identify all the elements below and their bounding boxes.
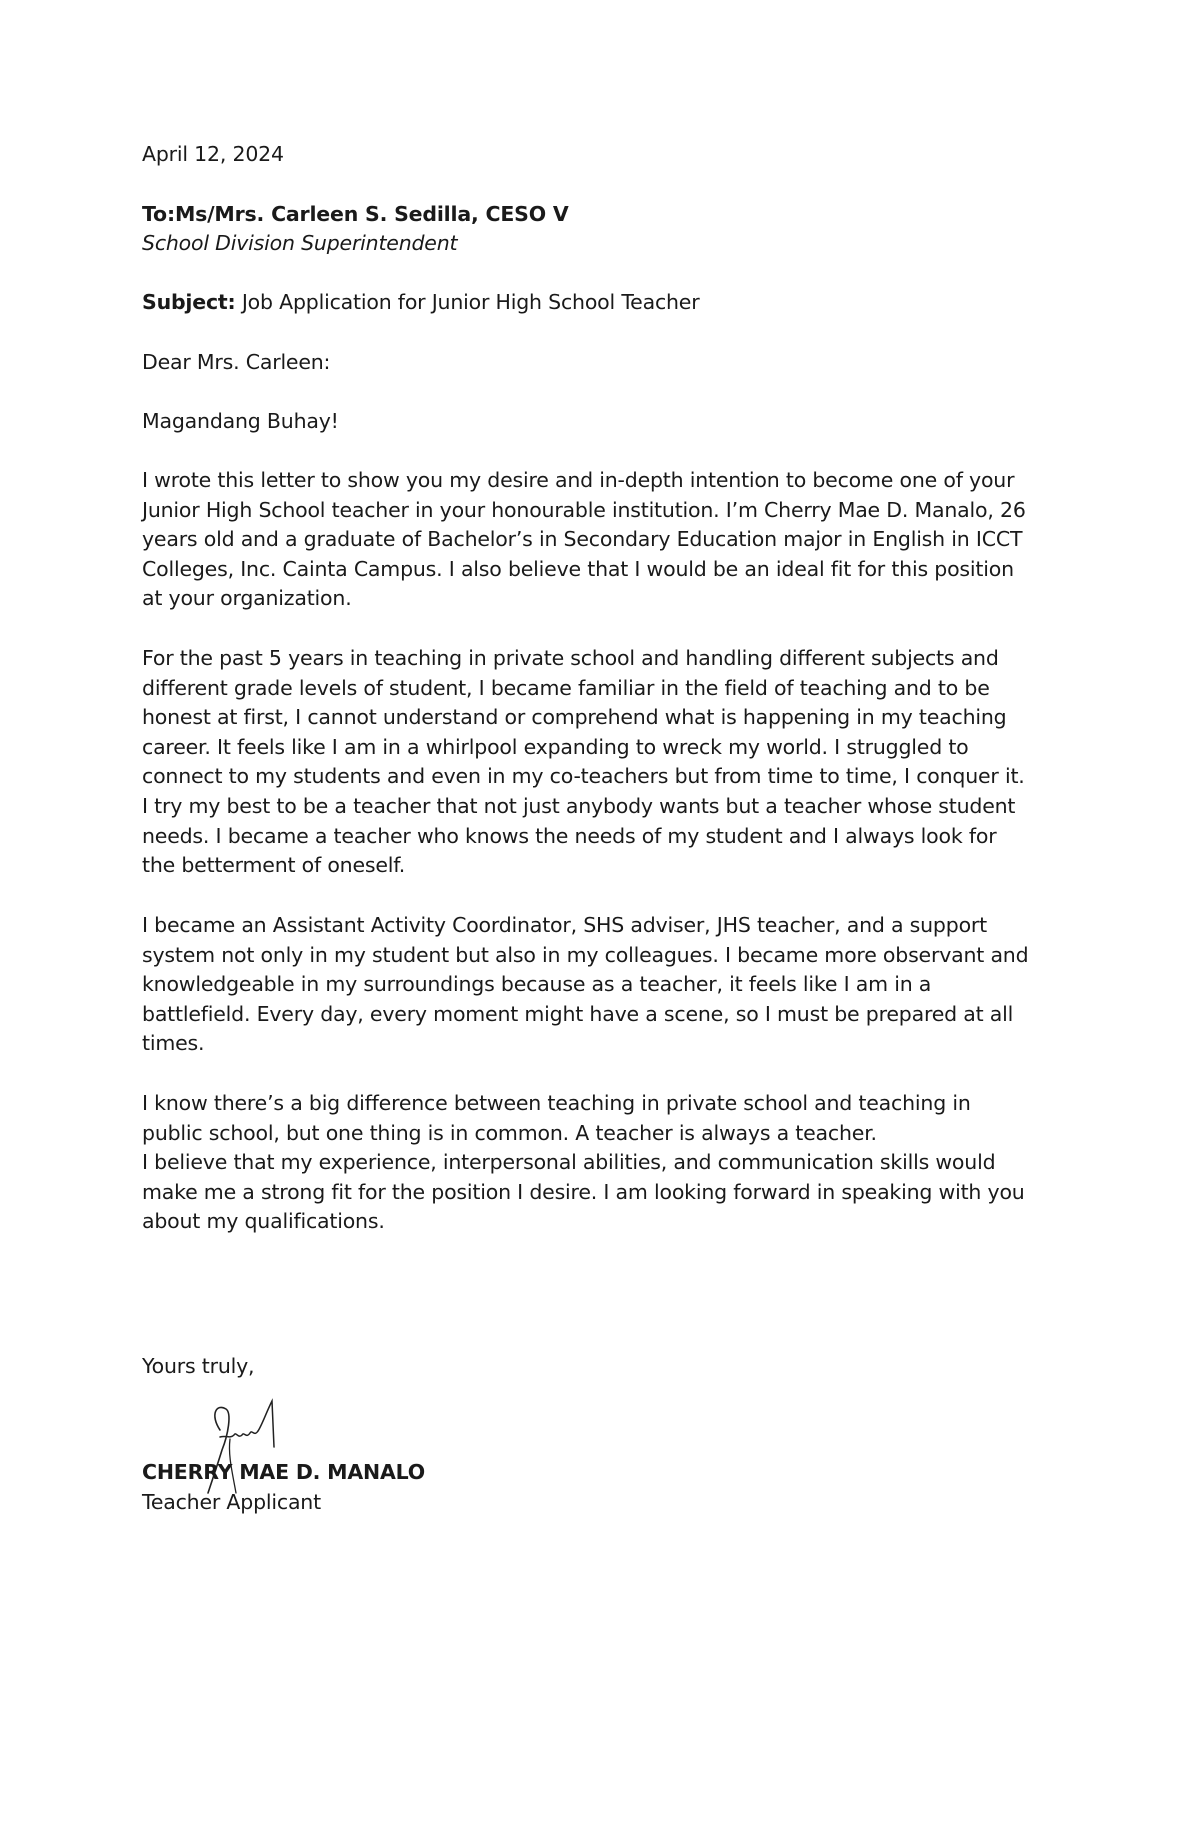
subject-label: Subject: [142, 290, 228, 314]
paragraph-line: battlefield. Every day, every moment might have a scene, so I must be prepared at all: [142, 1001, 1014, 1026]
paragraph-line: Junior High School teacher in your honourable institution. I’m Cherry Mae D. Manalo, 26: [142, 497, 1026, 522]
salutation: Dear Mrs. Carleen:: [142, 350, 331, 374]
paragraph-3: [142, 911, 1072, 1059]
paragraph-line: For the past 5 years in teaching in private school and handling different subjects and: [142, 646, 999, 670]
paragraph-line: make me a strong fit for the position I desire. I am looking forward in speaking with you: [142, 1179, 1025, 1204]
signer-title: Teacher Applicant: [142, 1490, 321, 1514]
paragraph-line: knowledgeable in my surroundings because as a teacher, it feels like I am in a: [142, 972, 932, 997]
subject-text: Job Application for Junior High School Teacher: [235, 290, 700, 314]
paragraph-line: times.: [142, 1031, 205, 1056]
paragraph-line: honest at first, I cannot understand or comprehend what is happening in my teaching: [142, 705, 1007, 730]
paragraph-line: I try my best to be a teacher that not just anybody wants but a teacher whose student: [142, 793, 1016, 818]
paragraph-line: about my qualifications.: [142, 1209, 385, 1234]
recipient-name: To:Ms/Mrs. Carleen S. Sedilla, CESO V: [142, 202, 569, 226]
subject-colon: :: [227, 290, 236, 314]
paragraph-line: I became an Assistant Activity Coordinator, SHS adviser, JHS teacher, and a support: [142, 913, 987, 937]
paragraph-line: Colleges, Inc. Cainta Campus. I also believe that I would be an ideal fit for this position: [142, 556, 1014, 581]
paragraph-line: I wrote this letter to show you my desire and in-depth intention to become one of your: [142, 468, 1015, 492]
greeting: Magandang Buhay!: [142, 409, 339, 433]
paragraph-line: career. It feels like I am in a whirlpool expanding to wreck my world. I struggled to: [142, 734, 969, 759]
paragraph-line: I believe that my experience, interpersonal abilities, and communication skills would: [142, 1150, 996, 1175]
paragraph-line: different grade levels of student, I became familiar in the field of teaching and to be: [142, 675, 990, 700]
subject-line: [142, 288, 699, 318]
paragraph-line: connect to my students and even in my co-teachers but from time to time, I conquer it.: [142, 764, 1025, 789]
paragraph-line: the betterment of oneself.: [142, 853, 406, 878]
paragraph-line: needs. I became a teacher who knows the needs of my student and I always look for: [142, 823, 997, 848]
paragraph-line: system not only in my student but also in my colleagues. I became more observant and: [142, 942, 1029, 967]
paragraph-4: [142, 1089, 1072, 1237]
paragraph-line: years old and a graduate of Bachelor’s in Secondary Education major in English in ICCT: [142, 527, 1023, 552]
paragraph-line: at your organization.: [142, 586, 352, 611]
signer-name: CHERRY MAE D. MANALO: [142, 1460, 426, 1484]
recipient-title: School Division Superintendent: [142, 231, 458, 255]
paragraph-1: [142, 466, 1072, 614]
closing: Yours truly,: [142, 1354, 255, 1378]
paragraph-line: I know there’s a big difference between teaching in private school and teaching in: [142, 1091, 971, 1115]
letter-date: April 12, 2024: [142, 142, 284, 166]
paragraph-2: [142, 644, 1072, 881]
paragraph-line: public school, but one thing is in common. A teacher is always a teacher.: [142, 1120, 877, 1145]
